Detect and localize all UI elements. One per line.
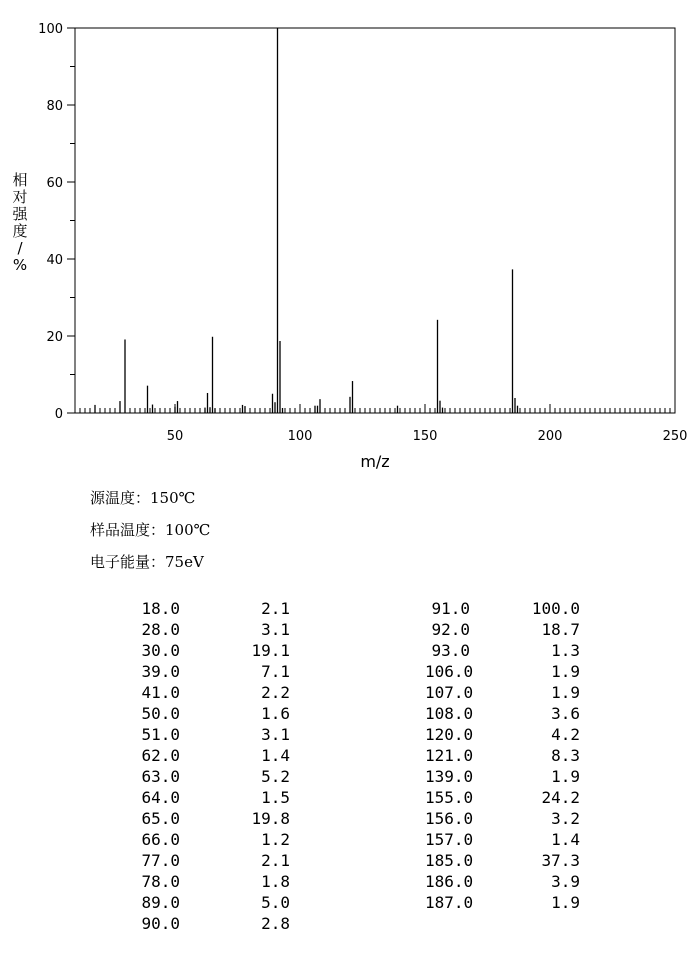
peak-table-row — [135, 829, 290, 850]
mz-value: 90.0 — [141, 914, 180, 933]
y-tick-label: 100 — [38, 22, 63, 37]
peak-table-row — [425, 808, 580, 829]
mz-value: 39.0 — [141, 662, 180, 681]
mz-value: 93.0 — [431, 641, 470, 660]
intensity-value: 19.8 — [251, 809, 290, 828]
mz-value: 28.0 — [141, 620, 180, 639]
intensity-value: 1.9 — [551, 683, 580, 702]
mz-value: 51.0 — [141, 725, 180, 744]
peak-table-row — [135, 892, 290, 913]
mz-value: 41.0 — [141, 683, 180, 702]
x-tick-label: 100 — [287, 429, 313, 444]
mz-value: 77.0 — [141, 851, 180, 870]
spectrum-peaks — [95, 28, 518, 413]
mz-value: 108.0 — [425, 704, 474, 723]
peak-table-row — [425, 892, 580, 913]
mz-value: 155.0 — [425, 788, 474, 807]
intensity-value: 2.2 — [261, 683, 290, 702]
intensity-value: 18.7 — [541, 620, 580, 639]
peak-table-row — [135, 850, 290, 871]
peak-table-row — [135, 598, 290, 619]
peak-table-row — [425, 640, 580, 661]
peak-table-row — [135, 640, 290, 661]
mz-value: 120.0 — [425, 725, 474, 744]
peak-table-row — [425, 619, 580, 640]
peak-table-row — [135, 703, 290, 724]
peak-table-row — [425, 703, 580, 724]
sample-temperature: 样品温度：100℃ — [90, 521, 211, 539]
mz-value: 156.0 — [425, 809, 474, 828]
mz-value: 65.0 — [141, 809, 180, 828]
intensity-value: 5.0 — [261, 893, 290, 912]
intensity-value: 1.9 — [551, 893, 580, 912]
intensity-value: 1.4 — [551, 830, 580, 849]
intensity-value: 37.3 — [541, 851, 580, 870]
mz-value: 66.0 — [141, 830, 180, 849]
peak-table-row — [135, 619, 290, 640]
intensity-value: 4.2 — [551, 725, 580, 744]
plot-frame — [75, 28, 675, 413]
intensity-value: 2.1 — [261, 851, 290, 870]
peak-table-row — [135, 913, 290, 934]
peak-table-row — [135, 871, 290, 892]
mz-value: 18.0 — [141, 599, 180, 618]
intensity-value: 1.9 — [551, 767, 580, 786]
x-tick-label: 150 — [412, 429, 438, 444]
y-axis-ticks — [38, 22, 75, 422]
peak-table-row — [135, 745, 290, 766]
intensity-value: 3.1 — [261, 725, 290, 744]
mz-value: 62.0 — [141, 746, 180, 765]
peak-table-right — [425, 598, 580, 913]
peak-table-row — [425, 724, 580, 745]
y-tick-label: 0 — [54, 407, 63, 422]
intensity-value: 5.2 — [261, 767, 290, 786]
mz-value: 91.0 — [431, 599, 470, 618]
peak-table-row — [135, 682, 290, 703]
y-tick-label: 80 — [46, 99, 63, 114]
peak-table-row — [425, 787, 580, 808]
mz-value: 50.0 — [141, 704, 180, 723]
peak-table-row — [135, 661, 290, 682]
peak-table-row — [135, 787, 290, 808]
electron-energy: 电子能量：75eV — [90, 553, 204, 571]
intensity-value: 3.6 — [551, 704, 580, 723]
intensity-value: 3.9 — [551, 872, 580, 891]
x-tick-label: 200 — [537, 429, 563, 444]
intensity-value: 1.9 — [551, 662, 580, 681]
mz-value: 63.0 — [141, 767, 180, 786]
y-axis-label: 相对强度/ % — [12, 171, 28, 274]
intensity-value: 1.4 — [261, 746, 290, 765]
intensity-value: 8.3 — [551, 746, 580, 765]
intensity-value: 1.8 — [261, 872, 290, 891]
y-tick-label: 20 — [46, 330, 63, 345]
mz-value: 185.0 — [425, 851, 474, 870]
intensity-value: 3.1 — [261, 620, 290, 639]
intensity-value: 1.5 — [261, 788, 290, 807]
x-tick-label: 250 — [662, 429, 688, 444]
y-tick-label: 40 — [46, 253, 63, 268]
intensity-value: 24.2 — [541, 788, 580, 807]
mz-value: 30.0 — [141, 641, 180, 660]
mz-value: 139.0 — [425, 767, 474, 786]
peak-table-row — [425, 871, 580, 892]
peak-table-row — [425, 766, 580, 787]
peak-table-row — [425, 745, 580, 766]
peak-table-row — [425, 661, 580, 682]
source-temperature: 源温度：150℃ — [90, 489, 196, 507]
x-tick-label: 50 — [166, 429, 184, 444]
mz-value: 78.0 — [141, 872, 180, 891]
x-axis-ticks — [75, 404, 687, 444]
peak-table-row — [135, 766, 290, 787]
intensity-value: 1.6 — [261, 704, 290, 723]
mz-value: 121.0 — [425, 746, 474, 765]
peak-table-row — [425, 598, 580, 619]
intensity-value: 1.3 — [551, 641, 580, 660]
peak-table-row — [425, 829, 580, 850]
mz-value: 92.0 — [431, 620, 470, 639]
y-tick-label: 60 — [46, 176, 63, 191]
peak-table-row — [425, 850, 580, 871]
mz-value: 89.0 — [141, 893, 180, 912]
peak-table-row — [135, 808, 290, 829]
intensity-value: 100.0 — [531, 599, 580, 618]
intensity-value: 3.2 — [551, 809, 580, 828]
intensity-value: 2.1 — [261, 599, 290, 618]
mz-value: 187.0 — [425, 893, 474, 912]
peak-table-left — [135, 598, 290, 934]
intensity-value: 19.1 — [251, 641, 290, 660]
mz-value: 186.0 — [425, 872, 474, 891]
mz-value: 107.0 — [425, 683, 474, 702]
x-axis-label: m/z — [360, 452, 390, 471]
mz-value: 106.0 — [425, 662, 474, 681]
intensity-value: 2.8 — [261, 914, 290, 933]
mz-value: 157.0 — [425, 830, 474, 849]
peak-table-row — [135, 724, 290, 745]
peak-table-row — [425, 682, 580, 703]
mz-value: 64.0 — [141, 788, 180, 807]
mass-spectrum-chart — [0, 0, 696, 480]
intensity-value: 1.2 — [261, 830, 290, 849]
intensity-value: 7.1 — [261, 662, 290, 681]
